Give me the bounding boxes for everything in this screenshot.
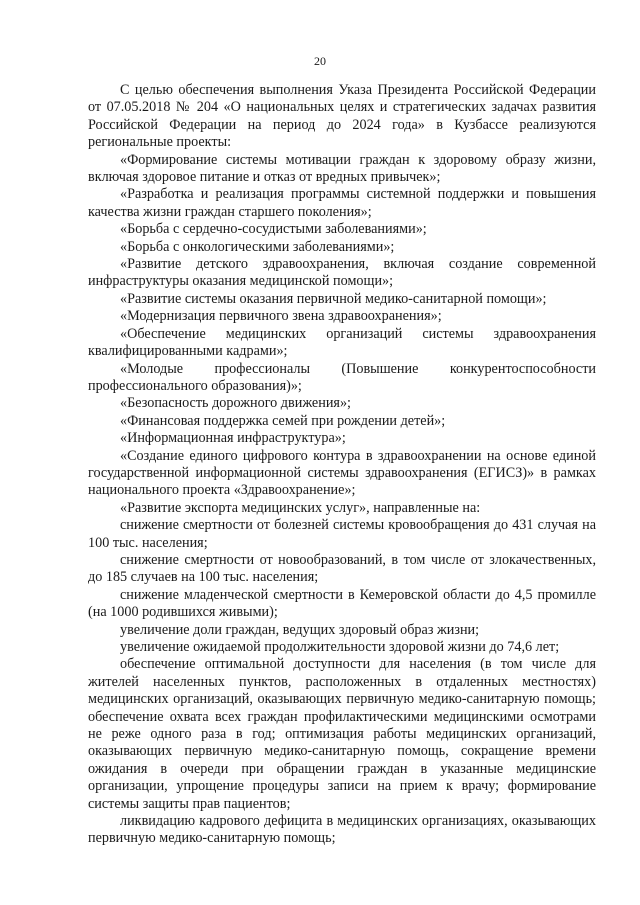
page-number: 20	[314, 54, 326, 68]
paragraph-project: «Финансовая поддержка семей при рождении детей»;	[120, 412, 446, 429]
paragraph-goal: снижение смертности от болезней системы кровообращения до 431 случая на 100 тыс. населения;	[88, 517, 596, 551]
paragraph-project: «Молодые профессионалы (Повышение конкурентоспособности профессионального образования)»;	[88, 360, 596, 394]
paragraph-project: «Борьба с сердечно-сосудистыми заболеваниями»;	[120, 221, 427, 238]
paragraph-project: «Развитие детского здравоохранения, включая создание современной инфраструктуры оказания медицинской помощи»;	[88, 256, 596, 290]
paragraph-project: «Разработка и реализация программы системной поддержки и повышения качества жизни граждан старшего поколения»;	[88, 186, 596, 220]
paragraph-project: «Борьба с онкологическими заболеваниями»;	[120, 238, 395, 255]
paragraph-project: «Развитие системы оказания первичной медико-санитарной помощи»;	[120, 290, 547, 307]
paragraph-goal: обеспечение оптимальной доступности для населения (в том числе для жителей населенных пунктов, расположенных в отдаленных местностях) медицинских организаций, оказывающих первичную медико-санитарную помощь; обеспечение охвата всех граждан профилактическими медицинскими осмотрами не реже одного раза в год; оптимизация работы медицинских организаций, оказывающих первичную медико-санитарную помощь, сокращение времени ожидания в очереди при обращении граждан в указанные медицинские организации, упрощение процедуры записи на прием к врачу; формирование системы защиты прав пациентов;	[88, 656, 596, 812]
paragraph-goal: увеличение ожидаемой продолжительности здоровой жизни до 74,6 лет;	[120, 639, 560, 655]
paragraph-project: «Формирование системы мотивации граждан к здоровому образу жизни, включая здоровое питание и отказ от вредных привычек»;	[88, 151, 596, 186]
paragraph-project: «Обеспечение медицинских организаций системы здравоохранения квалифицированными кадрами»;	[88, 325, 596, 360]
document-body	[88, 82, 596, 848]
paragraph-goal: увеличение доли граждан, ведущих здоровый образ жизни;	[120, 621, 480, 638]
paragraph-project: «Развитие экспорта медицинских услуг», направленные на:	[120, 499, 481, 516]
paragraph-goal: снижение младенческой смертности в Кемеровской области до 4,5 промилле (на 1000 родившихся живыми);	[88, 586, 596, 621]
paragraph-project: «Информационная инфраструктура»;	[120, 430, 346, 447]
paragraph-goal: снижение смертности от новообразований, в том числе от злокачественных, до 185 случаев на 100 тыс. населения;	[88, 551, 596, 586]
paragraph-project: «Модернизация первичного звена здравоохранения»;	[120, 308, 442, 325]
paragraph-intro: С целью обеспечения выполнения Указа Президента Российской Федерации от 07.05.2018 № 204 «О национальных целях и стратегических задачах развития Российской Федерации на период до 2024 года» в Кузбассе реализуются региональные проекты:	[88, 82, 596, 151]
paragraph-goal: ликвидацию кадрового дефицита в медицинских организациях, оказывающих первичную медико-санитарную помощь;	[88, 813, 596, 847]
paragraph-project: «Создание единого цифрового контура в здравоохранении на основе единой государственной информационной системы здравоохранения (ЕГИСЗ)» в рамках национального проекта «Здравоохранение»;	[88, 447, 596, 499]
paragraph-project: «Безопасность дорожного движения»;	[120, 395, 351, 412]
